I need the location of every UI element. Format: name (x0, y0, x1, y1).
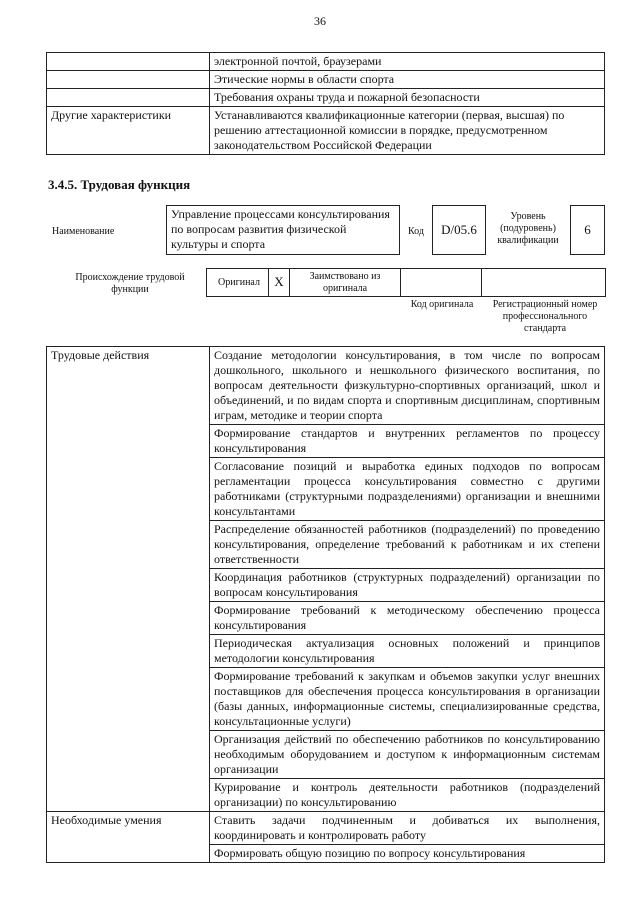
level-value: 6 (584, 222, 591, 237)
code-value: D/05.6 (441, 222, 477, 237)
other-characteristics-label: Другие характеристики (47, 107, 210, 155)
labor-action-item: Координация работников (структурных подразделений) организации по вопросам консультирования (210, 569, 605, 602)
labor-action-item: Согласование позиций и выработка единых подходов по вопросам регламентации процесса консультирования совместно с другими работниками (структурными подразделениями) организации и внешними консультантами (210, 458, 605, 521)
code-label: Код (408, 226, 424, 237)
table-row (47, 71, 605, 89)
section-title: 3.4.5. Трудовая функция (48, 177, 191, 192)
other-characteristics-text: Устанавливаются квалификационные категории (первая, высшая) по решению аттестационной комиссии в порядке, предусмотренном законодательством Российской Федерации (210, 107, 605, 155)
name-label: Наименование (52, 226, 115, 237)
row-text: Этические нормы в области спорта (210, 71, 605, 89)
row-text: электронной почтой, браузерами (210, 53, 605, 71)
level-box (570, 205, 605, 255)
labor-actions-label: Трудовые действия (47, 347, 210, 812)
labor-action-item: Организация действий по обеспечению работников по консультированию необходимым оборудованием и доступом к информационным системам организации (210, 731, 605, 779)
function-name-box (166, 205, 400, 255)
top-table (46, 52, 605, 155)
labor-action-item: Курирование и контроль деятельности работников (подразделений организации) по консультированию (210, 779, 605, 812)
origin-box (206, 268, 606, 297)
skill-item: Ставить задачи подчиненным и добиваться их выполнения, координировать и контролировать работу (210, 812, 605, 845)
skill-item: Формировать общую позицию по вопросу консультирования (210, 845, 605, 863)
original-mark: X (274, 274, 284, 289)
row-label (47, 89, 210, 107)
table-row (47, 347, 605, 425)
original-label: Оригинал (218, 277, 260, 288)
registration-number-caption: Регистрационный номер профессионального стандарта (492, 299, 598, 334)
original-code-caption: Код оригинала (410, 299, 474, 310)
table-row (47, 89, 605, 107)
labor-action-item: Формирование стандартов и внутренних регламентов по процессу консультирования (210, 425, 605, 458)
function-name-value: Управление процессами консультирования по вопросам развития физической культуры и спорта (171, 207, 390, 251)
table-row (47, 812, 605, 845)
borrowed-label: Заимствовано из оригинала (309, 271, 381, 294)
origin-label: Происхождение трудовой функции (75, 272, 185, 295)
table-row (47, 53, 605, 71)
labor-action-item: Формирование требований к закупкам и объемов закупки услуг внешних поставщиков для обеспечения процесса консультирования в организации (базы данных, информационные системы, специализированные средства, консультационные услуги) (210, 668, 605, 731)
skills-label: Необходимые умения (47, 812, 210, 863)
row-text: Требования охраны труда и пожарной безопасности (210, 89, 605, 107)
level-label: Уровень (подуровень) квалификации (497, 211, 559, 246)
table-row (47, 107, 605, 155)
labor-action-item: Распределение обязанностей работников (подразделений) по проведению консультирования, определение требований к работникам и их степени ответственности (210, 521, 605, 569)
labor-action-item: Создание методологии консультирования, в том числе по вопросам дошкольного, школьного и нешкольного физического воспитания, по вопросам деятельности физкультурно-спортивных организаций, школ и объединений, и по видам спорта и спортивным дисциплинам, спортивным играм, методике и теории спорта (210, 347, 605, 425)
row-label (47, 71, 210, 89)
row-label (47, 53, 210, 71)
code-box (432, 205, 486, 255)
labor-action-item: Периодическая актуализация основных положений и принципов методологии консультирования (210, 635, 605, 668)
page-number: 36 (314, 14, 326, 28)
labor-actions-table (46, 346, 605, 863)
labor-action-item: Формирование требований к методическому обеспечению процесса консультирования (210, 602, 605, 635)
